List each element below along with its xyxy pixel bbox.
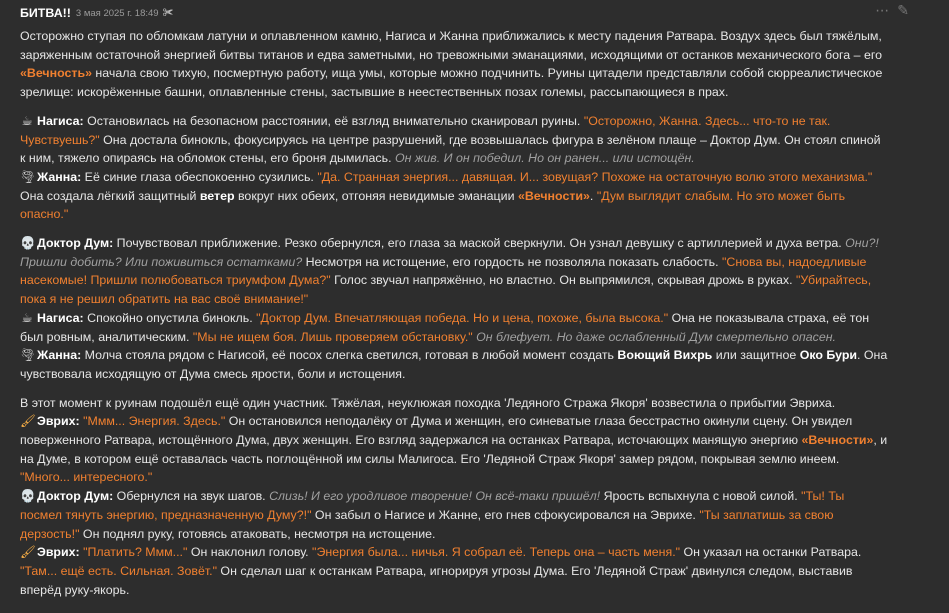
quote: "Мы не ищем боя. Лишь проверяем обстановку." xyxy=(192,329,473,344)
quote: "Ты заплатишь за свою дерзость!" xyxy=(20,507,834,541)
tornado-icon: 🌪 xyxy=(20,169,36,184)
speaker-name: Нагиса: xyxy=(37,113,84,128)
quote: "Ты! Ты посмел тянуть энергию, предназначенную Думу?!" xyxy=(20,489,845,522)
paragraph-evrikh-1 xyxy=(20,412,889,487)
paragraph-zhanna-1 xyxy=(20,168,889,224)
text: Голос звучал напряжённо, но властно. Он выпрямился, скрывая дрожь в руках. xyxy=(330,273,796,288)
quote: "Снова вы, надоедливые насекомые! Пришли полюбоваться триумфом Дума?" xyxy=(20,254,867,288)
text: Он забыл о Нагисе и Жанне, его гнев сфокусировался на Эврихе. xyxy=(311,507,700,522)
paragraph-arrival xyxy=(20,394,889,413)
speaker-name: Эврих: xyxy=(37,414,80,429)
speaker-name: Доктор Дум: xyxy=(37,236,114,251)
text: Ярость вспыхнула с новой силой. xyxy=(600,489,802,504)
text: Осторожно ступая по обломкам латуни и оплавленном камню, Нагиса и Жанна приближались к месту падения Ратвара. Воздух здесь был тяжёлым, заряженным остаточной энергией битвы титанов и едва заметными, но тревожными эманациями, исходящими от останков механического бога – его xyxy=(20,29,882,62)
term-eternity: «Вечность» xyxy=(20,66,92,81)
speaker-name: Жанна: xyxy=(37,348,82,363)
paragraph-nagisa-2 xyxy=(20,309,889,346)
pencil-icon[interactable]: ✎ xyxy=(897,2,909,18)
quote: "Энергия была... ничья. Я собрал её. Теперь она – часть меня." xyxy=(312,545,681,560)
quote: "Да. Странная энергия... давящая. И... зовущая? Похоже на остаточную волю этого механизма." xyxy=(317,169,873,184)
text: Он указал на останки Ратвара. xyxy=(680,545,862,560)
bold-term: ветер xyxy=(199,188,235,203)
text: В этот момент к руинам подошёл ещё один участник. Тяжёлая, неуклюжая походка 'Ледяного Стража Якоря' возвестила о прибытии Эвриха. xyxy=(20,395,836,410)
text: Остановилась на безопасном расстоянии, её взгляд внимательно сканировал руины. xyxy=(83,113,584,128)
text: Почувствовал приближение. Резко обернулся, его глаза за маской сверкнули. Он узнал девушку с артиллерией и духа ветра. xyxy=(113,236,846,251)
text: Спокойно опустила бинокль. xyxy=(83,310,257,325)
post-body xyxy=(20,27,889,599)
speaker-name: Доктор Дум: xyxy=(37,489,114,504)
paragraph-nagisa-1 xyxy=(20,112,889,168)
bold-term: Око Бури xyxy=(799,348,858,363)
tornado-icon: 🌪 xyxy=(20,348,36,363)
quote: "Там... ещё есть. Сильная. Зовёт." xyxy=(20,563,217,578)
thought: Слизь! И его уродливое творение! Он всё-таки пришёл! xyxy=(269,489,601,504)
quote: "Платить? Ммм..." xyxy=(83,545,188,560)
quote: "Много... интересного." xyxy=(20,470,153,485)
text: Он остановился неподалёку от Дума и женщин, его синеватые глаза бесстрастно окинули сцену. Он увидел поверженного Ратвара, истощённого Дума, двух женщин. Его взгляд задержался на останках Ратвара, источающих манящую энергию xyxy=(20,414,853,448)
paintbrush-icon: 🖌 xyxy=(20,414,36,429)
text: Она не показывала страха, её тон был ровным, аналитическим. xyxy=(20,310,870,344)
paragraph-zhanna-2 xyxy=(20,346,889,383)
post-author[interactable]: БИТВА!! xyxy=(20,6,71,20)
paragraph-evrikh-2 xyxy=(20,543,889,599)
quote: "Осторожно, Жанна. Здесь... что-то не так. Чувствуешь?" xyxy=(20,113,831,147)
post-date: 3 мая 2025 г. 18:49 xyxy=(75,7,159,19)
text: или защитное xyxy=(712,348,800,363)
text: Он сделал шаг к останкам Ратвара, игнорируя угрозы Дума. Его 'Ледяной Страж' двинулся следом, выставив вперёд руку-якорь. xyxy=(20,563,853,597)
term-eternity: «Вечности» xyxy=(801,433,874,448)
text: . xyxy=(589,188,597,203)
speaker-name: Жанна: xyxy=(37,169,82,184)
paragraph-doom-1 xyxy=(20,234,889,309)
coffee-icon: ☕ xyxy=(21,113,33,128)
text: Её синие глаза обеспокоенно сузились. xyxy=(81,169,318,184)
text: . Она чувствовала исходящую от Дума смесь ярости, боли и истощения. xyxy=(20,348,888,381)
text: вокруг них обеих, отгоняя невидимые эманации xyxy=(234,188,518,203)
thought: Он блефует. Но даже ослабленный Дум смертельно опасен. xyxy=(476,329,836,344)
ellipsis-icon[interactable]: ⋯ xyxy=(875,2,890,18)
text: Молча стояла рядом с Нагисой, её посох слегка светился, готовая в любой момент создать xyxy=(81,348,618,363)
text: начала свою тихую, посмертную работу, ища умы, которые можно подчинить. Руины цитадели представляли собой сюрреалистическое зрелище: искорёженные башни, оплавленные стены, застывшие в неестественных позах големы, рассыпающиеся в прах. xyxy=(20,66,883,100)
text: , и на Думе, в котором ещё оставалась часть поглощённой им силы Малигоса. Его 'Ледяной Страж Якоря' замер рядом, покрывая землю инеем. xyxy=(20,433,888,466)
bold-term: Воющий Вихрь xyxy=(617,348,713,363)
text: Он поднял руку, готовясь атаковать, несмотря на истощение. xyxy=(79,526,436,541)
thought: Они?! Пришли добить? Или поживиться остатками? xyxy=(20,236,879,269)
pin-icon: ✀ xyxy=(162,6,174,19)
text: Обернулся на звук шагов. xyxy=(113,489,270,504)
quote: "Ммм... Энергия. Здесь." xyxy=(83,414,226,429)
post-header xyxy=(20,5,889,21)
skull-icon: 💀 xyxy=(20,489,36,504)
text: Она достала бинокль, фокусируясь на центре разрушений, где возвышалась фигура в зелёном плаще – Доктор Дум. Он стоял спиной к ним, тяжело опираясь на обломок стены, его броня дымилась. xyxy=(20,132,881,166)
post-actions xyxy=(875,2,909,19)
paintbrush-icon: 🖌 xyxy=(20,545,36,560)
thought: Он жив. И он победил. Но он ранен... или истощён. xyxy=(394,151,695,166)
text: Несмотря на истощение, его гордость не позволяла показать слабость. xyxy=(302,254,722,269)
quote: "Убирайтесь, пока я не решил обратить на вас своё внимание!" xyxy=(20,273,872,307)
skull-icon: 💀 xyxy=(20,236,36,251)
quote: "Дум выглядит слабым. Но это может быть опасно." xyxy=(20,188,846,222)
coffee-icon: ☕ xyxy=(21,310,33,325)
quote: "Доктор Дум. Впечатляющая победа. Но и цена, похоже, была высока." xyxy=(256,310,669,325)
speaker-name: Эврих: xyxy=(37,545,80,560)
text: Он наклонил голову. xyxy=(187,545,313,560)
text: Она создала лёгкий защитный xyxy=(20,188,200,203)
speaker-name: Нагиса: xyxy=(37,310,84,325)
paragraph-intro xyxy=(20,27,889,102)
paragraph-doom-2 xyxy=(20,487,889,543)
term-eternity: «Вечности» xyxy=(517,188,590,203)
